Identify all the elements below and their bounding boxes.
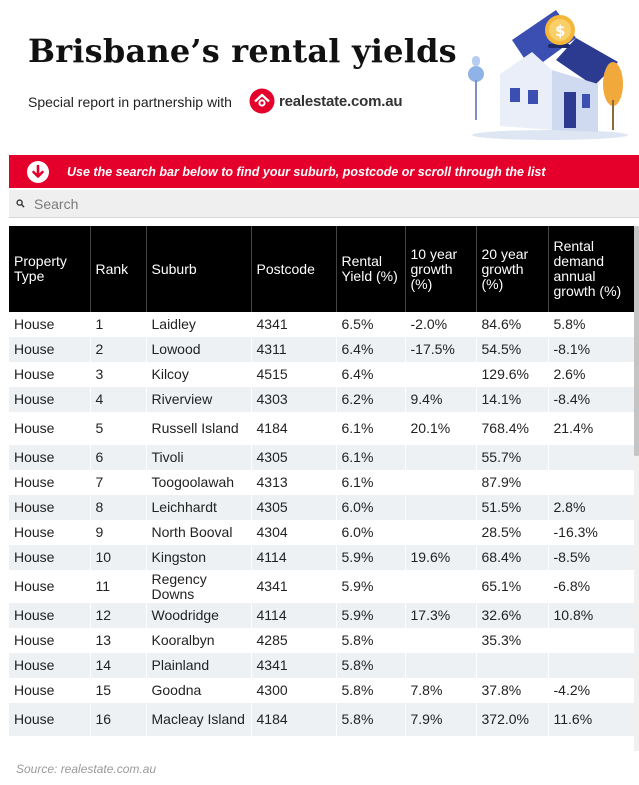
- table-cell: 6.0%: [336, 495, 405, 520]
- table-cell: -8.4%: [548, 387, 637, 412]
- table-cell: Plainland: [146, 653, 251, 678]
- table-row: [9, 412, 637, 445]
- table-cell: 6.0%: [336, 520, 405, 545]
- table-row: [9, 703, 637, 736]
- table-cell: House: [9, 312, 90, 337]
- table-cell: [405, 495, 476, 520]
- table-cell: House: [9, 362, 90, 387]
- table-cell: 21.4%: [548, 412, 637, 445]
- table-cell: 10.8%: [548, 603, 637, 628]
- search-input[interactable]: [34, 196, 614, 212]
- table-cell: 54.5%: [476, 337, 548, 362]
- table-cell: 4305: [251, 445, 336, 470]
- table-cell: House: [9, 678, 90, 703]
- partnership-text: Special report in partnership with: [28, 94, 232, 110]
- table-cell: Toogoolawah: [146, 470, 251, 495]
- svg-text:$: $: [555, 22, 566, 40]
- table-cell: 37.8%: [476, 678, 548, 703]
- table-cell: 4114: [251, 603, 336, 628]
- table-cell: 4303: [251, 387, 336, 412]
- table-cell: 2: [90, 337, 146, 362]
- table-cell: 9.4%: [405, 387, 476, 412]
- table-cell: [405, 470, 476, 495]
- table-cell: House: [9, 628, 90, 653]
- table-cell: 4515: [251, 362, 336, 387]
- table-row: [9, 545, 637, 570]
- table-cell: 10: [90, 545, 146, 570]
- table-cell: -16.3%: [548, 520, 637, 545]
- table-row: [9, 387, 637, 412]
- table-cell: 6.4%: [336, 337, 405, 362]
- table-cell: 4285: [251, 628, 336, 653]
- source-note: Source: realestate.com.au: [16, 762, 157, 776]
- table-cell: House: [9, 445, 90, 470]
- table-cell: 768.4%: [476, 412, 548, 445]
- table-cell: Regency Downs: [146, 570, 251, 603]
- table-cell: 4114: [251, 545, 336, 570]
- table-cell: House: [9, 603, 90, 628]
- table-cell: House: [9, 570, 90, 603]
- table-cell: 4341: [251, 312, 336, 337]
- table-cell: 4184: [251, 703, 336, 736]
- table-cell: 17.3%: [405, 603, 476, 628]
- table-cell: 5.9%: [336, 570, 405, 603]
- table-row: [9, 628, 637, 653]
- table-cell: House: [9, 470, 90, 495]
- table-cell: [548, 445, 637, 470]
- table-cell: 372.0%: [476, 703, 548, 736]
- table-cell: 32.6%: [476, 603, 548, 628]
- table-cell: 2.8%: [548, 495, 637, 520]
- table-cell: 5: [90, 412, 146, 445]
- table-cell: Leichhardt: [146, 495, 251, 520]
- table-cell: [476, 653, 548, 678]
- search-bar[interactable]: [9, 190, 639, 218]
- table-cell: 84.6%: [476, 312, 548, 337]
- table-cell: 4341: [251, 570, 336, 603]
- table-cell: 6.2%: [336, 387, 405, 412]
- table-cell: 4305: [251, 495, 336, 520]
- table-cell: [405, 445, 476, 470]
- table-cell: 68.4%: [476, 545, 548, 570]
- scrollbar-thumb[interactable]: [634, 226, 639, 456]
- column-header[interactable]: Rental Yield (%): [336, 226, 405, 312]
- table-header-row: [9, 226, 637, 312]
- table-cell: 4341: [251, 653, 336, 678]
- table-row: [9, 520, 637, 545]
- table-cell: 35.3%: [476, 628, 548, 653]
- table-cell: -8.1%: [548, 337, 637, 362]
- table-row: [9, 362, 637, 387]
- table-cell: 14.1%: [476, 387, 548, 412]
- table-cell: 5.8%: [336, 703, 405, 736]
- table-cell: Woodridge: [146, 603, 251, 628]
- table-cell: 5.8%: [336, 678, 405, 703]
- table-cell: 5.9%: [336, 603, 405, 628]
- table-row: [9, 603, 637, 628]
- column-header[interactable]: Property Type: [9, 226, 90, 312]
- table-cell: -2.0%: [405, 312, 476, 337]
- banner-text: Use the search bar below to find your suburb, postcode or scroll through the list: [67, 164, 546, 179]
- table-cell: 7.8%: [405, 678, 476, 703]
- table-cell: [548, 653, 637, 678]
- table-cell: 4311: [251, 337, 336, 362]
- table-cell: 6.1%: [336, 412, 405, 445]
- table-cell: 5.8%: [548, 312, 637, 337]
- table-cell: [405, 362, 476, 387]
- table-cell: 2.6%: [548, 362, 637, 387]
- column-header[interactable]: Postcode: [251, 226, 336, 312]
- table-cell: House: [9, 545, 90, 570]
- rental-yields-table[interactable]: [9, 226, 639, 751]
- column-header[interactable]: 10 year growth (%): [405, 226, 476, 312]
- table-cell: Russell Island: [146, 412, 251, 445]
- column-header[interactable]: Suburb: [146, 226, 251, 312]
- table-cell: 6.1%: [336, 445, 405, 470]
- table-row: [9, 570, 637, 603]
- table-cell: [405, 520, 476, 545]
- table-cell: 4304: [251, 520, 336, 545]
- table-cell: 1: [90, 312, 146, 337]
- table-row: [9, 337, 637, 362]
- table-cell: 8: [90, 495, 146, 520]
- table-cell: Lowood: [146, 337, 251, 362]
- table-scrollbar[interactable]: [634, 226, 639, 751]
- table-cell: House: [9, 412, 90, 445]
- table-cell: Goodna: [146, 678, 251, 703]
- table-cell: 6.1%: [336, 470, 405, 495]
- table-cell: 12: [90, 603, 146, 628]
- brand-logo[interactable]: [249, 88, 402, 114]
- table-cell: -17.5%: [405, 337, 476, 362]
- table-row: [9, 470, 637, 495]
- table-cell: Laidley: [146, 312, 251, 337]
- table-row: [9, 653, 637, 678]
- table-cell: Kooralbyn: [146, 628, 251, 653]
- table-cell: 15: [90, 678, 146, 703]
- table-row: [9, 678, 637, 703]
- table-cell: 6: [90, 445, 146, 470]
- table-cell: -4.2%: [548, 678, 637, 703]
- brand-name: realestate.com.au: [279, 92, 403, 110]
- table-cell: House: [9, 387, 90, 412]
- table-row: [9, 312, 637, 337]
- column-header[interactable]: Rental demand annual growth (%): [548, 226, 637, 312]
- table-cell: 20.1%: [405, 412, 476, 445]
- table-row: [9, 445, 637, 470]
- realestate-logo-icon: [249, 88, 275, 114]
- table-cell: 13: [90, 628, 146, 653]
- table-cell: 11: [90, 570, 146, 603]
- table-cell: House: [9, 653, 90, 678]
- table-row: [9, 495, 637, 520]
- table-cell: 4313: [251, 470, 336, 495]
- table-cell: [548, 628, 637, 653]
- table-cell: 14: [90, 653, 146, 678]
- table-cell: 28.5%: [476, 520, 548, 545]
- arrow-down-circle-icon: [26, 160, 50, 184]
- table-cell: 5.8%: [336, 653, 405, 678]
- house-piggybank-illustration: [448, 8, 636, 142]
- table-cell: House: [9, 520, 90, 545]
- table-cell: 87.9%: [476, 470, 548, 495]
- table-cell: 11.6%: [548, 703, 637, 736]
- table-cell: North Booval: [146, 520, 251, 545]
- column-header[interactable]: 20 year growth (%): [476, 226, 548, 312]
- table-cell: House: [9, 495, 90, 520]
- page-title: Brisbane’s rental yields: [28, 32, 457, 70]
- table-cell: [548, 470, 637, 495]
- table-cell: 55.7%: [476, 445, 548, 470]
- table-cell: 7: [90, 470, 146, 495]
- header: [0, 0, 639, 150]
- table-cell: 129.6%: [476, 362, 548, 387]
- table-cell: [405, 653, 476, 678]
- table-cell: Kilcoy: [146, 362, 251, 387]
- table-cell: 4: [90, 387, 146, 412]
- table-cell: 19.6%: [405, 545, 476, 570]
- table-cell: Riverview: [146, 387, 251, 412]
- table-cell: 3: [90, 362, 146, 387]
- table-cell: 5.8%: [336, 628, 405, 653]
- table-cell: 6.4%: [336, 362, 405, 387]
- table-body: [9, 312, 637, 736]
- table-cell: Kingston: [146, 545, 251, 570]
- table-cell: 51.5%: [476, 495, 548, 520]
- instructions-banner: [9, 155, 639, 188]
- table-cell: 5.9%: [336, 545, 405, 570]
- table-cell: 7.9%: [405, 703, 476, 736]
- search-icon: [16, 199, 25, 208]
- table-cell: 6.5%: [336, 312, 405, 337]
- table-cell: Macleay Island: [146, 703, 251, 736]
- table-cell: [405, 628, 476, 653]
- table-cell: 4184: [251, 412, 336, 445]
- table-cell: [405, 570, 476, 603]
- table-cell: -6.8%: [548, 570, 637, 603]
- table-cell: 4300: [251, 678, 336, 703]
- table-cell: 65.1%: [476, 570, 548, 603]
- table-cell: 16: [90, 703, 146, 736]
- table-cell: Tivoli: [146, 445, 251, 470]
- table-cell: 9: [90, 520, 146, 545]
- table-cell: House: [9, 337, 90, 362]
- table-cell: House: [9, 703, 90, 736]
- table-cell: -8.5%: [548, 545, 637, 570]
- column-header[interactable]: Rank: [90, 226, 146, 312]
